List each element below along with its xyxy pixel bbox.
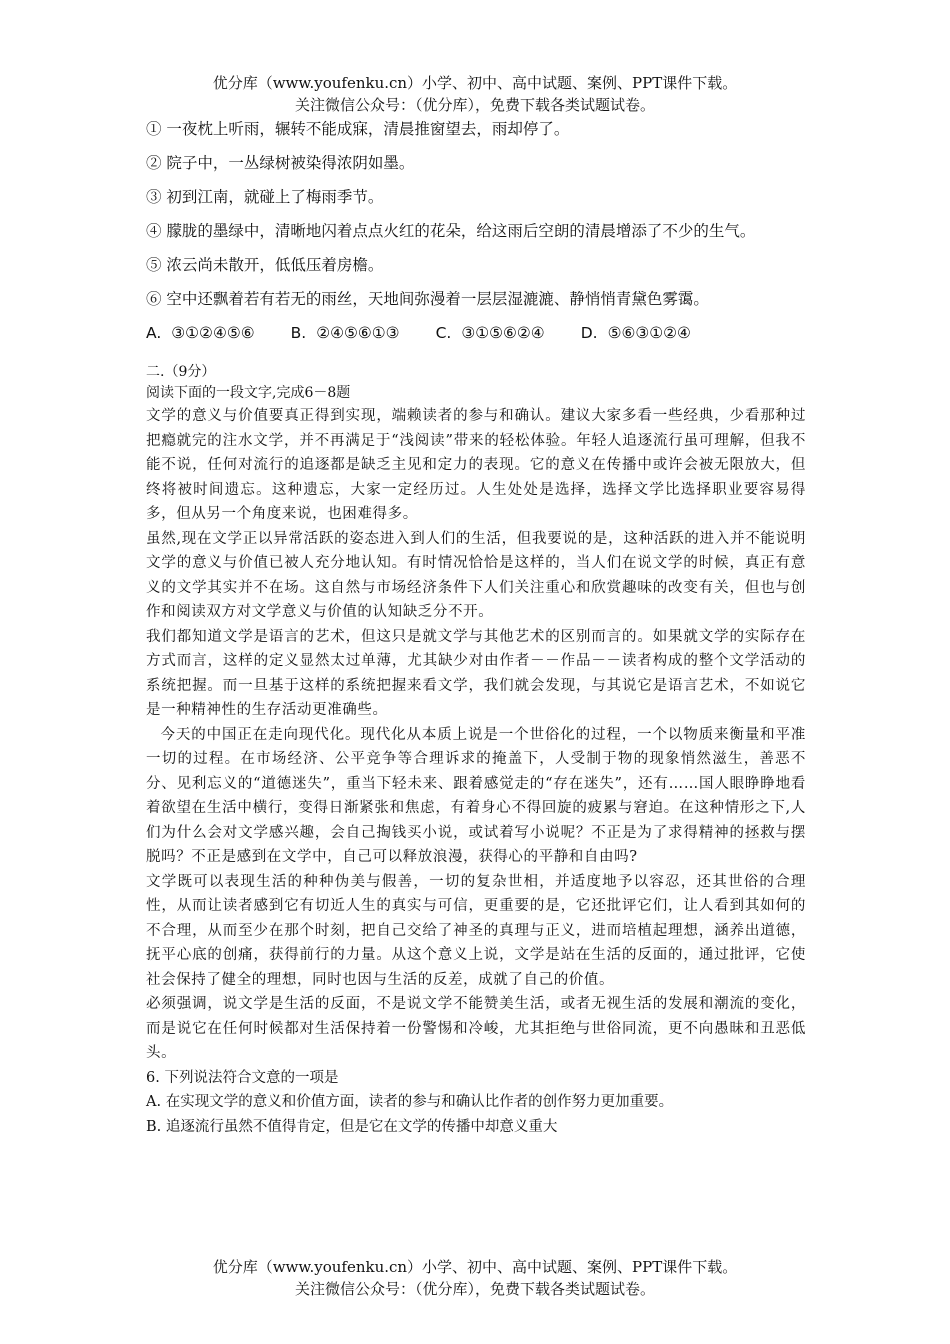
section-instruction: 阅读下面的一段文字,完成6－8题 bbox=[146, 385, 351, 401]
section-title: 二.（9分） bbox=[146, 364, 216, 380]
option-a: A. ③①②④⑤⑥ bbox=[146, 324, 255, 342]
page-footer bbox=[0, 1256, 950, 1300]
sentence-4: ④ 朦胧的墨绿中，清晰地闪着点点火红的花朵，给这雨后空朗的清晨增添了不少的生气。 bbox=[146, 222, 756, 240]
question-6-choice-b: B. 追逐流行虽然不值得肯定，但是它在文学的传播中却意义重大 bbox=[146, 1118, 558, 1135]
passage-paragraph-5: 文学既可以表现生活的种种伪美与假善，一切的复杂世相，并适度地予以容忍，还其世俗的合理性，从而让读者感到它有切近人生的真实与可信，更重要的是，它还批评它们，让人看到其如何的不合理，从而至少在那个时刻，把自己交给了神圣的真理与正义，进而培植起理想，涵养出道德，抚平心底的创痛，获得前行的力量。从这个意义上说，文学是站在生活的反面的，通过批评，它使社会保持了健全的理想，同时也因与生活的反差，成就了自己的价值。 bbox=[146, 873, 806, 988]
header-line-1: 优分库（www.youfenku.cn）小学、初中、高中试题、案例、PPT课件下载。 bbox=[212, 74, 738, 92]
footer-line-1: 优分库（www.youfenku.cn）小学、初中、高中试题、案例、PPT课件下载。 bbox=[212, 1258, 738, 1276]
passage-paragraph-4: 今天的中国正在走向现代化。现代化从本质上说是一个世俗化的过程，一个以物质来衡量和平准一切的过程。在市场经济、公平竞争等合理诉求的掩盖下，人受制于物的现象悄然滋生，善恶不分、见利忘义的“道德迷失”，重当下轻未来、跟着感觉走的“存在迷失”，还有……国人眼睁睁地看着欲望在生活中横行，变得日渐紧张和焦虑，有着身心不得回旋的疲累与窘迫。在这种情形之下,人们为什么会对文学感兴趣，会自己掏钱买小说，或试着写小说呢？不正是为了求得精神的拯救与摆脱吗？不正是感到在文学中，自己可以释放浪漫，获得心的平静和自由吗? bbox=[146, 726, 806, 865]
passage-paragraph-3: 我们都知道文学是语言的艺术，但这只是就文学与其他艺术的区别而言的。如果就文学的实际存在方式而言，这样的定义显然太过单薄，尤其缺少对由作者－－作品－－读者构成的整个文学活动的系统把握。而一旦基于这样的系统把握来看文学，我们就会发现，与其说它是语言艺术，不如说它是一种精神性的生存活动更准确些。 bbox=[146, 628, 806, 718]
option-c: C. ③①⑤⑥②④ bbox=[435, 324, 545, 342]
footer-line-2: 关注微信公众号：（优分库），免费下载各类试题试卷。 bbox=[294, 1280, 655, 1298]
passage-paragraph-1: 文学的意义与价值要真正得到实现，端赖读者的参与和确认。建议大家多看一些经典，少看那种过把瘾就完的注水文学，并不再满足于“浅阅读”带来的轻松体验。年轻人追逐流行虽可理解，但我不能不说，任何对流行的追逐都是缺乏主见和定力的表现。它的意义在传播中或许会被无限放大，但终将被时间遗忘。这种遗忘，大家一定经历过。人生处处是选择，选择文学比选择职业要容易得多，但从另一个角度来说，也困难得多。 bbox=[146, 408, 806, 522]
sentence-5: ⑤ 浓云尚未散开，低低压着房檐。 bbox=[146, 256, 384, 274]
header-line-2: 关注微信公众号：（优分库），免费下载各类试题试卷。 bbox=[294, 96, 655, 114]
question-6-choice-a: A. 在实现文学的意义和价值方面，读者的参与和确认比作者的创作努力更加重要。 bbox=[146, 1094, 674, 1110]
passage-paragraph-6: 必须强调，说文学是生活的反面，不是说文学不能赞美生活，或者无视生活的发展和潮流的变化，而是说它在任何时候都对生活保持着一份警惕和冷峻，尤其拒绝与世俗同流，更不向愚昧和丑恶低头。 bbox=[146, 996, 806, 1061]
option-d: D. ⑤⑥③①②④ bbox=[580, 324, 691, 342]
page-header bbox=[0, 72, 950, 116]
passage-paragraph-2: 虽然,现在文学正以异常活跃的姿态进入到人们的生活，但我要说的是，这种活跃的进入并不能说明文学的意义与价值已被人充分地认知。有时情况恰恰是这样的，当人们在说文学的时候，真正有意义的文学其实并不在场。这自然与市场经济条件下人们关注重心和欣赏趣味的改变有关，但也与创作和阅读双方对文学意义与价值的认知缺乏分不开。 bbox=[146, 530, 806, 620]
sentence-1: ① 一夜枕上听雨，辗转不能成寐，清晨推窗望去，雨却停了。 bbox=[146, 120, 570, 138]
sentence-2: ② 院子中，一丛绿树被染得浓阴如墨。 bbox=[146, 154, 415, 172]
sentence-3: ③ 初到江南，就碰上了梅雨季节。 bbox=[146, 188, 384, 206]
option-b: B. ②④⑤⑥①③ bbox=[290, 324, 400, 342]
answer-options bbox=[146, 322, 806, 344]
sentence-6: ⑥ 空中还飘着若有若无的雨丝，天地间弥漫着一层层湿漉漉、静悄悄青黛色雾霭。 bbox=[146, 290, 709, 308]
page-content bbox=[146, 118, 806, 1139]
question-6-stem: 6. 下列说法符合文意的一项是 bbox=[146, 1069, 339, 1086]
